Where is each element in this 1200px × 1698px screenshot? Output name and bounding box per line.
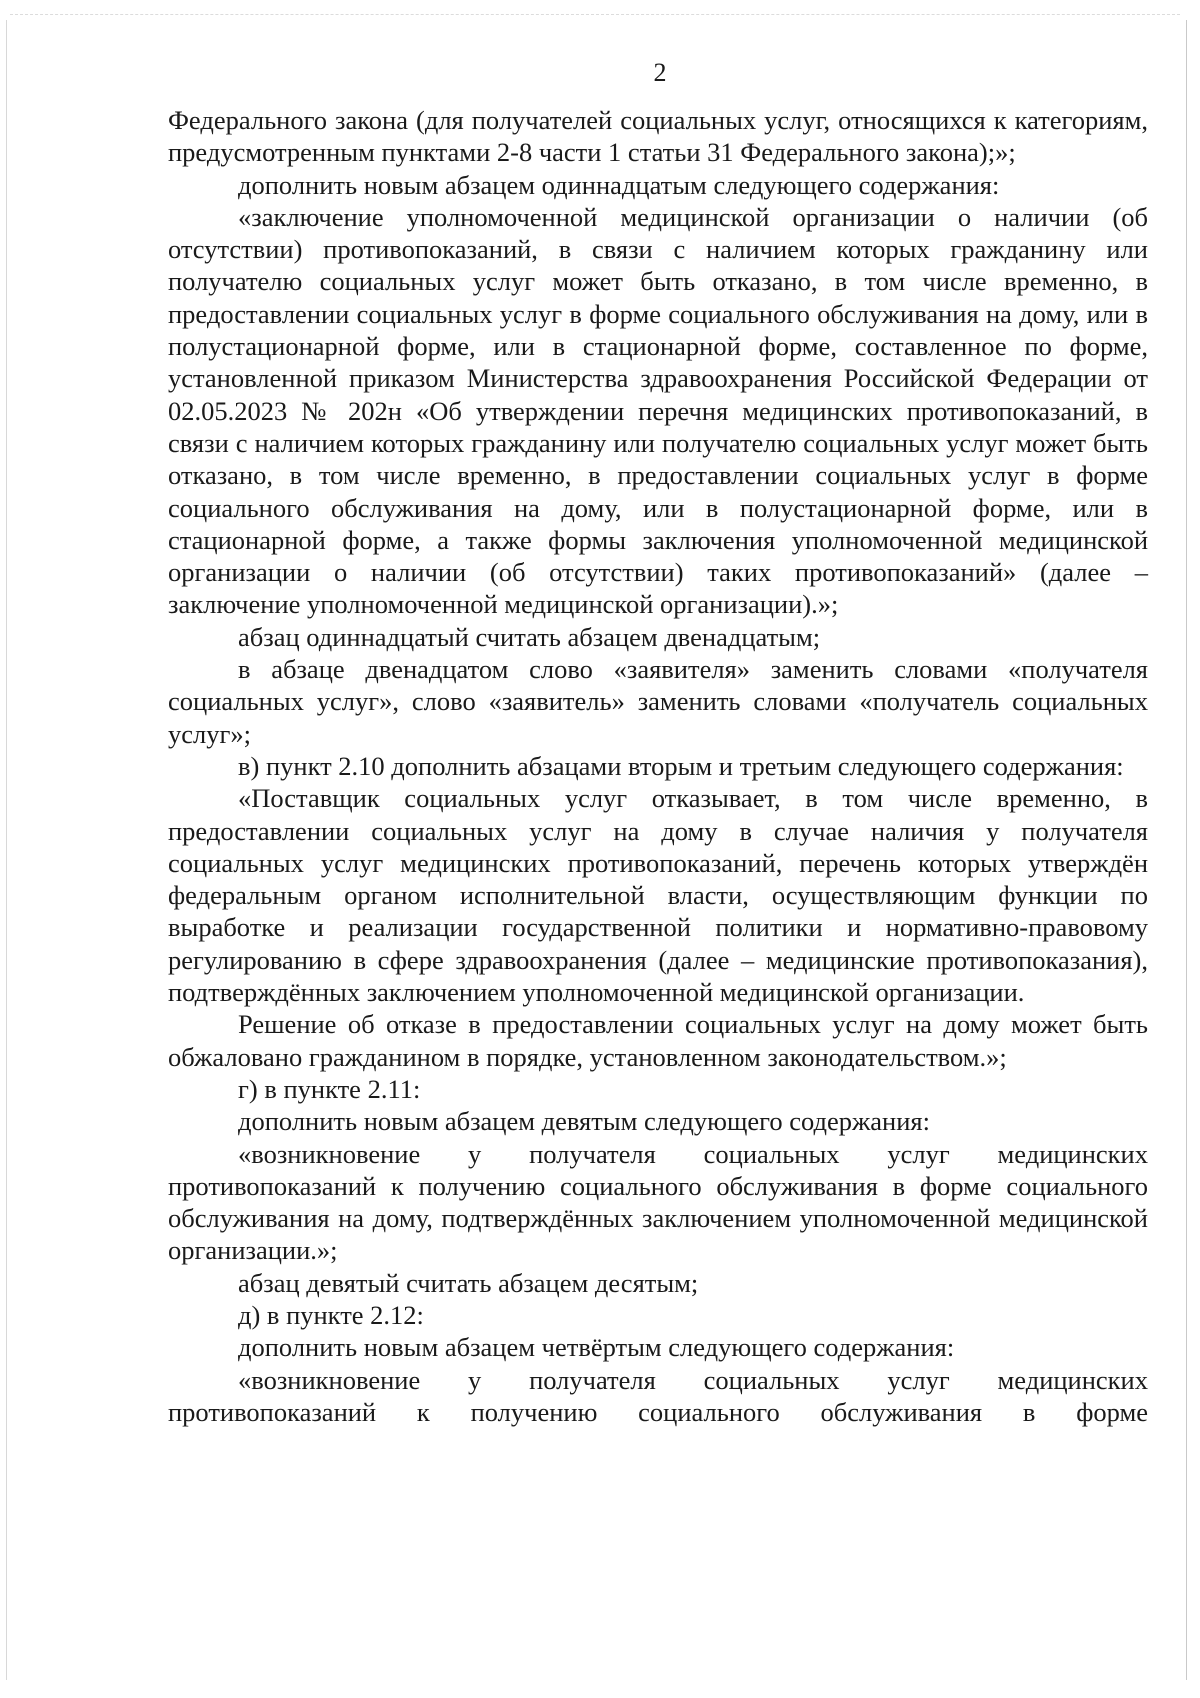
paragraph-9: г) в пункте 2.11: bbox=[238, 1073, 421, 1104]
document-body bbox=[168, 104, 1148, 1428]
scan-edge-right bbox=[1186, 20, 1187, 1680]
paragraph-6: в) пункт 2.10 дополнить абзацами вторым и третьим следующего содержания: bbox=[238, 750, 1124, 781]
paragraph-5: в абзаце двенадцатом слово «заявителя» заменить словами «получателя социальных услуг», слово «заявитель» заменить словами «получатель социальных услуг»; bbox=[168, 654, 1148, 749]
paragraph-11: «возникновение у получателя социальных услуг медицинских противопоказаний к получению социального обслуживания в форме социального обслуживания на дому, подтверждённых заключением уполномоченной медицинской организации.»; bbox=[168, 1138, 1148, 1266]
paragraph-3: «заключение уполномоченной медицинской организации о наличии (об отсутствии) противопоказаний, в связи с наличием которых гражданину или получателю социальных услуг может быть отказано, в том числе временно, в предоставлении социальных услуг в форме социального обслуживания на дому, или в полустационарной форме, или в стационарной форме, составленное по форме, установленной приказом Министерства здравоохранения Российской Федерации от 02.05.2023 № 202н «Об утверждении перечня медицинских противопоказаний, в связи с наличием которых гражданину или получателю социальных услуг может быть отказано, в том числе временно, в предоставлении социальных услуг в форме социального обслуживания на дому, или в полустационарной форме, или в стационарной форме, а также формы заключения уполномоченной медицинской организации о наличии (об отсутствии) таких противопоказаний» (далее – заключение уполномоченной медицинской организации).»; bbox=[168, 201, 1148, 620]
page-number: 2 bbox=[653, 58, 667, 87]
paragraph-12: абзац девятый считать абзацем десятым; bbox=[238, 1267, 699, 1298]
paragraph-8: Решение об отказе в предоставлении социальных услуг на дому может быть обжаловано гражданином в порядке, установленном законодательством.»; bbox=[168, 1009, 1148, 1072]
paragraph-1: Федерального закона (для получателей социальных услуг, относящихся к категориям, предусмотренным пунктами 2-8 части 1 статьи 31 Федерального закона);»; bbox=[168, 105, 1148, 168]
paragraph-14: дополнить новым абзацем четвёртым следующего содержания: bbox=[238, 1332, 955, 1363]
paragraph-10: дополнить новым абзацем девятым следующего содержания: bbox=[238, 1106, 930, 1137]
paragraph-15: «возникновение у получателя социальных услуг медицинских противопоказаний к получению социального обслуживания в форме bbox=[168, 1364, 1148, 1427]
paragraph-7: «Поставщик социальных услуг отказывает, в том числе временно, в предоставлении социальных услуг на дому в случае наличия у получателя социальных услуг медицинских противопоказаний, перечень которых утверждён федеральным органом исполнительной власти, осуществляющим функции по выработке и реализации государственной политики и нормативно-правовому регулированию в сфере здравоохранения (далее – медицинские противопоказания), подтверждённых заключением уполномоченной медицинской организации. bbox=[168, 783, 1148, 1008]
scan-edge-left bbox=[6, 20, 7, 1680]
paragraph-13: д) в пункте 2.12: bbox=[238, 1299, 424, 1330]
scan-edge-top bbox=[10, 14, 1180, 16]
paragraph-4: абзац одиннадцатый считать абзацем двенадцатым; bbox=[238, 621, 821, 652]
paragraph-2: дополнить новым абзацем одиннадцатым следующего содержания: bbox=[238, 169, 1000, 200]
